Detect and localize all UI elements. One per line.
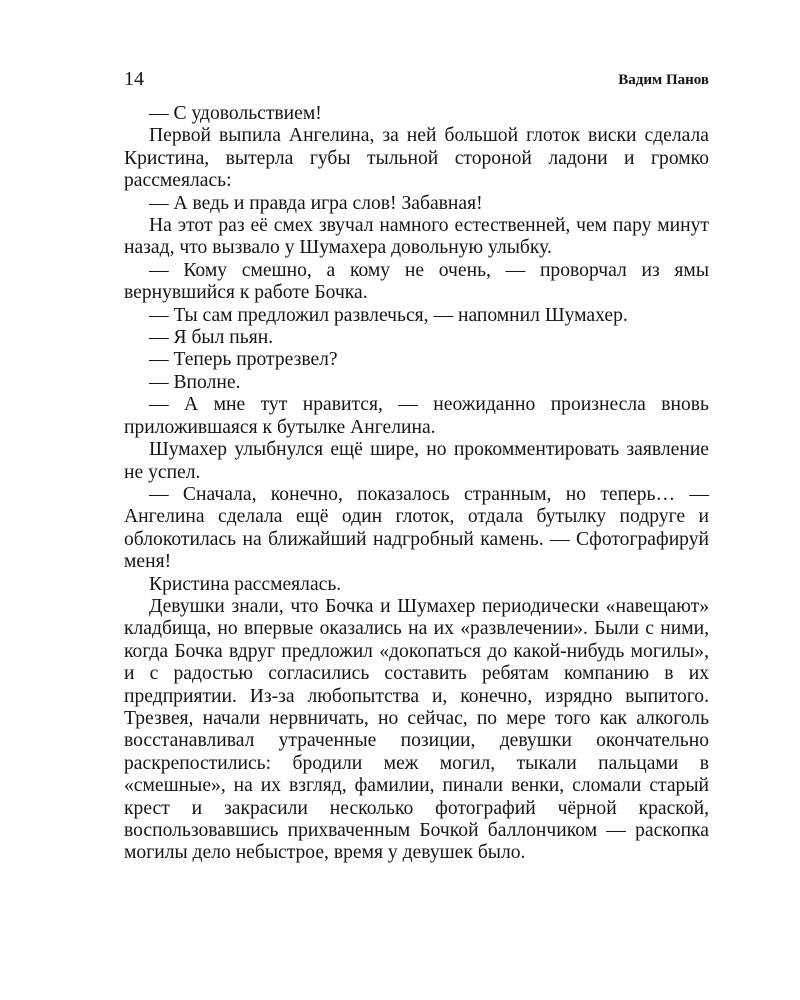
paragraph: — Теперь протрезвел? xyxy=(149,349,338,371)
paragraph: — Кому смешно, а кому не очень, — проворчал из ямы вернувшийся к работе Бочка. xyxy=(124,259,709,304)
book-page xyxy=(124,0,709,1000)
running-header xyxy=(124,66,709,92)
paragraph: — А ведь и правда игра слов! Забавная! xyxy=(149,192,483,214)
author-name: Вадим Панов xyxy=(618,72,709,88)
paragraph: — А мне тут нравится, — неожиданно произнесла вновь приложившаяся к бутылке Ангелина. xyxy=(124,394,709,438)
body-text xyxy=(124,103,709,865)
paragraph: Первой выпила Ангелина, за ней большой глоток виски сделала Кристина, вытерла губы тыльной стороной ладони и громко рассмеялась: xyxy=(124,125,709,192)
paragraph: — С удовольствием! xyxy=(149,103,322,124)
paragraph: — Я был пьян. xyxy=(149,327,274,349)
paragraph: — Сначала, конечно, показалось странным, но теперь… — Ангелина сделала ещё один глоток, отдала бутылку подруге и облокотилась на ближайший надгробный камень. — Сфотографируй меня! xyxy=(124,483,709,573)
paragraph: На этот раз её смех звучал намного естественней, чем пару минут назад, что вызвало у Шумахера довольную улыбку. xyxy=(124,215,709,259)
paragraph: Шумахер улыбнулся ещё шире, но прокомментировать заявление не успел. xyxy=(124,439,709,483)
paragraph: Девушки знали, что Бочка и Шумахер периодически «навещают» кладбища, но впервые оказались на их «развлечении». Были с ними, когда Бочка вдруг предложил «докопаться до какой-нибудь могилы», и с радостью согласились составить ребятам компанию в их предприятии. Из-за любопытства и, конечно, изрядно выпитого. Трезвея, начали нервничать, но сейчас, по мере того как алкоголь восстанавливал утраченные позиции, девушки окончательно раскрепостились: бродили меж могил, тыкали пальцами в «смешные», на их взгляд, фамилии, пинали венки, сломали старый крест и закрасили несколько фотографий чёрной краской, воспользовавшись прихваченным Бочкой баллончиком — раскопка могилы дело небыстрое, время у девушек было. xyxy=(124,595,709,864)
paragraph: — Вполне. xyxy=(149,371,241,393)
paragraph: — Ты сам предложил развлечься, — напомнил Шумахер. xyxy=(149,304,628,326)
page-number: 14 xyxy=(124,68,144,90)
paragraph: Кристина рассмеялась. xyxy=(149,573,342,595)
